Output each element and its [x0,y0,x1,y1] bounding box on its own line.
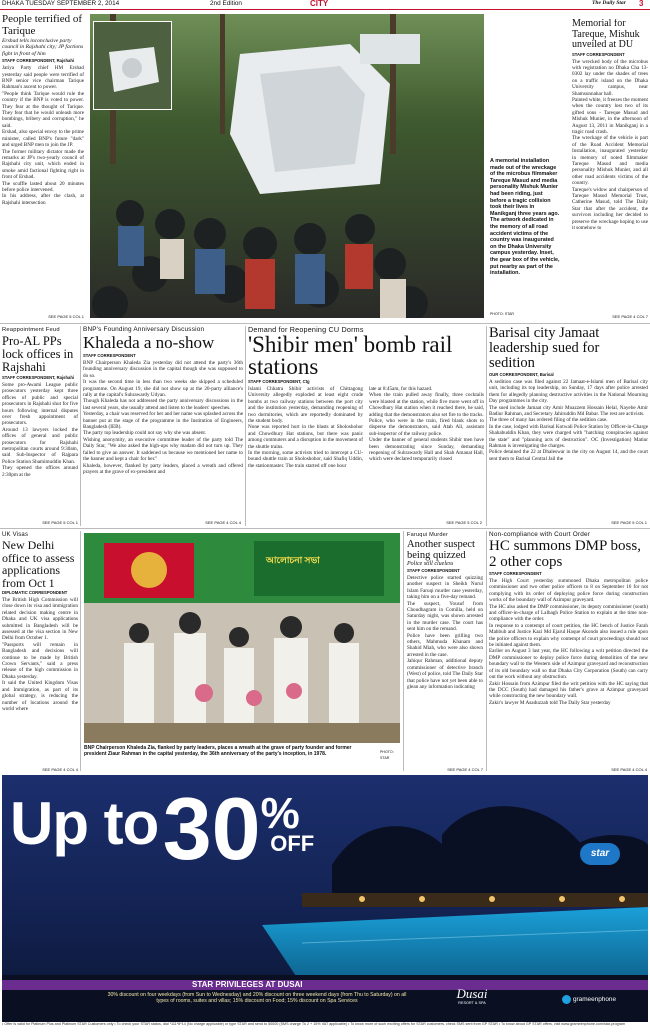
banner-text: আলোচনা সভা [266,555,320,565]
divider [0,323,650,324]
up-to-text: Up to [10,790,159,857]
headline: Another suspect being quizzed [407,539,475,561]
para: Wishing anonymity, an executive committee leader of the party told The Daily Star, "We also asked the high-ups why madam did not turn up. They failed to give an answer. It saddened us because we mentioned her name to the banner and kept a chair for her." [83,436,243,463]
story-pro-al [2,326,78,526]
section-label: CITY [310,0,329,8]
jump-link[interactable]: SEE PAGE 4 COL 4 [42,767,78,772]
para: Though Khaleda has not addressed the party anniversary discussions in the last several years, she usually attend and listen to the leaders' speeches. [83,398,243,411]
story-barisal [489,326,648,526]
story-tarique [2,14,84,322]
kicker: Non-compliance with Court Order [489,531,591,538]
operator-logo [562,995,616,1004]
para: Earlier on August 3 last year, the HC following a writ petition directed the DMP commissioner to deploy police force during demolition of the new boundary wall to the Western side of Azimpur graveyard and reconstruction of its old boundary wall so that Dhaka City Corporation (South) can carry out the work without any obstruction. [489,648,648,681]
para: None was reported hurt in the blasts at Sholoshohor and Chowdhury Hat stations, but there was panic among commuters and a disruption in the movement of the shuttle trains. [248,424,363,450]
para: The party top leadership could not say why she was absent. [83,430,207,437]
headline: Pro-AL PPs lock offices in Rajshahi [2,334,74,374]
jump-link[interactable]: SEE PAGE 5 COL 1 [42,520,78,525]
para: Jatiya Party chief HM Ershad yesterday said people were terrified of BNP senior vice chairman Tarique Rahman's ascent to power. [2,65,84,91]
brand-logo: The Daily Star [592,0,626,6]
edition-label: 2nd Edition [210,0,242,7]
story-faruqi [407,531,483,765]
headline: Memorial for Tareque, Mishuk unveiled at DU [572,19,640,50]
deck: Ershad tells inconclusive party council in Rajshahi city; JP factions fight in front of him [2,38,84,57]
para: The wrecked body of the microbus with registration no Dhaka Cha 13-0302 lay under the shades of trees on a traffic island on the Dhaka University campus, near Shamsunnahar hall. [572,58,648,97]
jump-link[interactable]: SEE PAGE 4 COL 7 [447,767,483,772]
story-hc [489,531,648,765]
resort-name: Dusai [456,986,488,1001]
para: Zakir Hossain from Azimpur filed the writ petition with the HC saying that the DCC (South) had damaged his father's grave at Azimpur graveyard while constructing the new boundary wall. [489,680,648,700]
divider [403,531,404,771]
para: The former military dictator made the remarks at JP's two-yearly council of Rajshahi city unit, which ended in smoke amid factional fighting right in front of Ershad. [2,148,84,181]
operator-name: grameenphone [573,996,616,1004]
para: "People think Tarique would rule the country if the BNP is voted to power. They fear at the thought of Tarique. They fear that he would unleash more bombings, bribery and corruption," he said. [2,90,84,129]
para: In his address, after the clash, at Rajshahi intersection [2,193,84,206]
jump-link[interactable]: SEE PAGE 4 COL 4 [611,767,647,772]
byline: OUR CORRESPONDENT, Barisal [489,372,554,377]
caption-text: A memorial installation made out of the wreckage of the microbus filmmaker Tareque Masud and media personality Mishuk Munier had been riding, just before a tragic collision took their lives in Manikganj three years ago. The artwork dedicated in the memory of all road accident victims of the country was inaugurated on the Dhaka University campus yesterday. Inset, the gear box of the vehicle, put nearby as part of the installation. [490,158,560,277]
story-memorial [572,19,648,319]
page-number: 3 [639,0,644,8]
khaleda-photo [84,533,400,743]
para: The wreckage of the vehicle is part of the Road Accident Memorial Installation, inaugurated yesterday in memory of noted filmmaker Tareque Masud and media personality Mishuk Munier, and all other road accidents victims of the country. [572,135,648,187]
resort-logo [442,987,502,1005]
para: It said the United Kingdom Visas and Immigration, as part of its global strategy, is reducing the number of locations around the world where [2,680,78,712]
para: In the case, lodged with Barisal Kotwali Police Station by Officer-in-Charge Shahabuddin Khan, they were charged with "hatching conspiracies against the state" and "planning acts of destruction". OC (Investigation) Matiur Rahman is investigating the charges. [489,423,648,450]
para: Around 13 lawyers locked the offices of general and public prosecutors for Rajshahi metropolitan courts around 9:30am, said Sub-Inspector of Rajpara Police Station Shamimuddin Khan. [2,426,78,465]
para: Police detained the 22 at Dhaleswar in the city on August 14, and the court sent them to Barisal Central Jail the [489,449,648,462]
headline: New Delhi office to assess applications from Oct 1 [2,538,75,590]
byline: STAFF CORRESPONDENT [407,568,460,573]
kicker: Faruqui Murder [407,532,449,538]
para: "Passports will remain in Bangladesh and decisions will continue to be made by British Crown Servants," said a press release of the high commission in Dhaka yesterday. [2,641,78,680]
divider [80,326,81,526]
memorial-caption [490,158,560,308]
kicker: Demand for Reopening CU Dorms [248,326,364,334]
divider [80,531,81,771]
para: Jahiqur Rahman, additional deputy commissioner of detective branch (West) of police, told The Daily Star that police have not yet been able to glean any information indicating [407,658,483,690]
para: Police, who were in the train, fired blank shots to disperse the demonstrators, said Atab Ali, assistant sub-inspector of the railway police. [369,418,484,437]
ad-footer: • Offer is valid for Platinum Plus and Platinum STAR Customers only • To check your STAR status, dial *111*8*14 (No charge applicable) or type STAR and send to 50000 (SMS charge Tk 2 + 15% VAT applicable) • To know more of such exciting offers for STAR customers, check SMS sent from GP STAR • To know about GP STAR offers, visit www.grameenphone.com/star-program [2,1022,626,1026]
photo-credit: PHOTO: STAR [380,750,394,760]
story-uk-visas [2,531,78,771]
masthead [0,0,650,10]
star-badge [580,843,620,865]
gearbox-inset-image [94,22,171,109]
byline: STAFF CORRESPONDENT, Ctg [248,379,310,384]
para: Police have been grilling two others, Mahmuda Khanam and Shahid Miah, who were also shown arrested in the case. [407,632,483,658]
star-privileges-ad[interactable] [2,775,648,1022]
star-logo-text: star [590,848,610,859]
kicker: UK Visas [2,532,29,538]
divider [486,531,487,771]
jump-link[interactable]: SEE PAGE 5 COL 1 [611,520,647,525]
para: The HC also asked the DMP commissioner, its deputy commissioner (south) and officer-in-charge of Lalbagh Police Station to explain at the time non-compliance with the order. [489,603,648,623]
para: Tareque's widow and chairperson of Tareque Masud Memorial Trust, Catherine Masud, told The Daily Star that after the accident, the survivors including her decided to preserve the wreckage hoping to use it somehow to [572,186,648,232]
byline: STAFF CORRESPONDENT [489,571,542,576]
byline: DIPLOMATIC CORRESPONDENT [2,590,68,595]
memorial-photo [90,14,484,318]
photo-credit: PHOTO: STAR [490,312,515,316]
para: Painted white, it freezes the moment when the country lost two of its gifted sons - Tareque Masud and Mishuk Munier, in the afternoon of August 13, 2011 in Manikganj in a tragic road crash. [572,96,648,135]
para: The scuffle lasted about 20 minutes before police intervened. [2,180,84,193]
ad-headline [10,779,315,878]
para: Khaleda, however, flanked by party leaders, placed a wreath and offered prayers at the grave of ex-president and [83,462,243,475]
ad-ribbon [2,980,648,990]
privileges-title: STAR PRIVILEGES AT DUSAI [192,980,303,989]
para: BNP Chairperson Khaleda Zia yesterday did not attend the party's 36th founding anniversary discussion in the capital though she was supposed to do so. [83,360,243,379]
para: It was the second time in less than two weeks she skipped a scheduled programme. On August 19, she did not show up at the 20-party alliance's rally at the capital's Suhrawardy Udyan. [83,379,243,399]
story-shibir [248,326,484,526]
byline: STAFF CORRESPONDENT [83,353,136,358]
byline: STAFF CORRESPONDENT, Rajshahi [2,58,75,64]
headline: HC summons DMP boss, 2 other cops [489,538,641,570]
byline: STAFF CORRESPONDENT [572,51,625,57]
kicker: BNP's Founding Anniversary Discussion [83,326,205,333]
para: The British High Commission will close down its visa and immigration related decision making centre in Dhaka and UK visa applications submitted in Bangladesh will be assessed at the visa section in New Delhi from October 1. [2,597,78,642]
para: Yesterday, a chair was reserved for her and her name was splashed across the banner put at the stage of the programme in the Institution of Engineers, Bangladesh (IEB). [83,411,243,431]
para: Detective police started quizzing another suspect in Sheikh Nurul Islam Faruqi murder case yesterday, taking him on a five-day remand. [407,575,483,601]
deck: Police still clueless [407,561,454,567]
khaleda-caption [84,745,374,758]
para: The three of many has ordered filing of the sedition case. [489,417,608,424]
operator-icon [562,995,571,1004]
offer-text: 30% discount on four weekdays (from Sun to Wednesday) and 20% discount on three weekend days (from Thu to Saturday) on all types of rooms, suites and villas; 15% discount on Food; 15% discount on Spa Services [107,992,407,1005]
para: A sedition case was filed against 22 Jamaat-e-Islami men of Barisal city unit, including its top leadership, on Sunday, 17 days after police arrested them for allegedly planning destructive activities in the National Mourning Day programmes in the city. [489,379,648,405]
dateline: DHAKA TUESDAY SEPTEMBER 2, 2014 [2,0,120,7]
headline: Barisal city Jamaat leadership sued for sedition [489,326,600,371]
jump-link[interactable]: SEE PAGE 5 COL 2 [446,520,482,525]
caption-text: BNP Chairperson Khaleda Zia, flanked by party leaders, places a wreath at the grave of party founder and former president Ziaur Rahman in the capital yesterday, the 36th anniversary of the party's inception, in 1978. [84,745,352,758]
resort-sub: RESORT & SPA [458,1001,486,1005]
para: In response to a contempt of court petition, the HC bench of Justice Farah Mahbub and Justice Kazi Md Ejarul Haque Akondo also issued a rule upon the police officers to explain why contempt of court proceedings should not be initiated against them. [489,622,648,649]
para: Zakir's lawyer M Asaduzzah told The Daily Star yesterday [489,699,611,706]
divider [0,528,650,529]
divider [245,326,246,526]
khaleda-photo-image [84,533,400,743]
discount-percent: 30 [162,779,261,878]
kicker: Reappointment Feud [2,327,60,333]
divider [486,326,487,526]
off-text: OFF [270,831,315,856]
headline: Khaleda a no-show [83,333,215,352]
para: They opened the offices around 2:30pm at the [2,465,78,478]
para: late at 8:45am, for this hazard. [369,386,433,392]
jump-link[interactable]: SEE PAGE 4 COL 7 [612,314,648,319]
para: When the train pulled away finally, three cocktails were blasted at the station, while five more went off in Chowdhury Hat station when it reached there, he said, adding that the demonstrators also set fire to the tracks. [369,392,484,418]
para: Some pro-Awami League public prosecutors yesterday kept three offices of public and special prosecutors in Rajshahi shut for five hours following internal disputes over fresh appointment of prosecutors. [2,382,78,427]
para: Under the banner of general students Shibir men have been demonstrating since Sunday, demanding reopening of Suhrawardy Hall and Shah Amanat Hall, which were declared temporarily closed [369,437,484,463]
story-khaleda [83,326,243,526]
para: Ershad, also special envoy to the prime minister, called BNP's future "dark" and urged BNP men to join the JP. [2,129,84,149]
percent-sign: % [260,789,300,838]
headline: People terrified of Tarique [2,14,83,37]
para: The sued include Jamaat city Amir Moazzem Hossain Helal, Nayebe Amir Badiur Rahman, and Secretary Jahiruddin Md Babar. The rest are activists. [489,404,648,418]
gearbox-inset [93,21,172,110]
para: In the morning, some activists tried to intercept a CU-bound shuttle train at Sholoshohor, said Shafiq Uddin, the stationmaster. The train started off one hour [248,450,363,469]
jump-link[interactable]: SEE PAGE 4 COL 4 [205,520,241,525]
jump-link[interactable]: SEE PAGE 5 COL 1 [48,314,84,319]
para: The High Court yesterday summoned Dhaka metropolitan police commissioner and two other police officers to 8 on September 16 for not complying with its order of deploying police force during construction works of the boundary wall of Azimpur graveyard. [489,578,648,604]
para: Islami Chhatra Shibir activists of Chittagong University allegedly exploded at least eight crude bombs at two railway stations between the port city and the institution yesterday, demanding reopening of two dormitories, which are reportedly dominated by the student body. [248,386,363,425]
byline: STAFF CORRESPONDENT, Rajshahi [2,375,75,380]
para: The suspect, Yousuf from Choudhagram in Comilla, held on Saturday night, was shown arrested in the murder case. The court has sent him on the remand. [407,600,483,633]
headline: 'Shibir men' bomb rail stations [248,332,453,379]
